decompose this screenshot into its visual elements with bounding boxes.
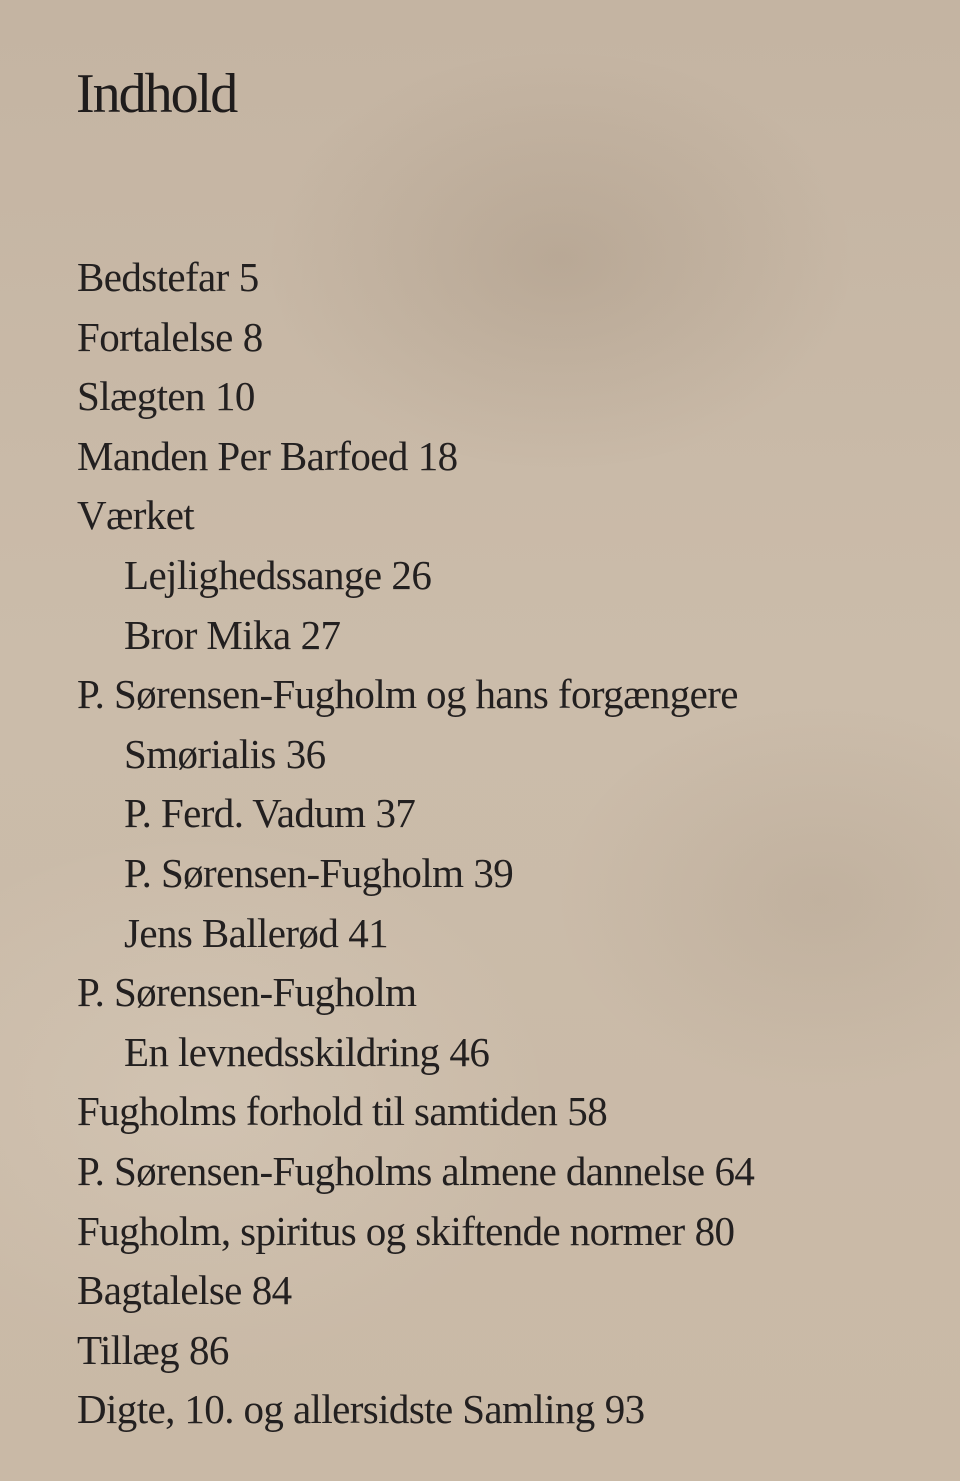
toc-entry (77, 1321, 754, 1381)
toc-entry-title: Bedstefar (77, 254, 229, 300)
toc-entry (77, 963, 754, 1023)
toc-entry (77, 904, 754, 964)
toc-entry (77, 1261, 754, 1321)
toc-entry-title: P. Sørensen-Fugholms almene dannelse (77, 1147, 705, 1194)
toc-entry-page-number: 39 (473, 849, 514, 896)
toc-entry (77, 486, 754, 546)
toc-entry (77, 665, 754, 725)
toc-entry-page-number: 37 (375, 790, 416, 837)
toc-entry (77, 784, 754, 844)
toc-entry-page-number: 8 (242, 313, 263, 360)
toc-entry-title: Bagtalelse (77, 1267, 242, 1314)
toc-entry-title: Tillæg (77, 1326, 180, 1373)
toc-entry (77, 725, 754, 785)
toc-entry-page-number: 58 (567, 1088, 608, 1135)
toc-entry-page-number: 80 (694, 1207, 735, 1254)
toc-entry-page-number: 84 (251, 1267, 292, 1314)
toc-entry (77, 1023, 754, 1083)
toc-entry-page-number: 5 (238, 254, 259, 300)
toc-entry-title: Værket (77, 492, 195, 539)
toc-entry-page-number: 64 (714, 1147, 755, 1194)
toc-entry-page-number: 26 (391, 551, 432, 598)
toc-entry-title: Slægten (77, 373, 205, 420)
toc-entry-title: Fugholm, spiritus og skiftende normer (77, 1207, 685, 1254)
toc-entry-title: Bror Mika (124, 611, 291, 658)
toc-entry (77, 844, 754, 904)
toc-entry (77, 367, 754, 427)
toc-entry-title: Smørialis (124, 730, 276, 777)
toc-entry (77, 1380, 754, 1440)
toc-entry (77, 427, 754, 487)
toc-entry-title: P. Sørensen-Fugholm og hans forgængere (77, 671, 738, 718)
toc-entry (77, 606, 754, 666)
toc-entry-title: Lejlighedssange (124, 551, 382, 598)
toc-entry-page-number: 36 (285, 730, 326, 777)
toc-entry (77, 248, 754, 308)
toc-entry (77, 308, 754, 368)
toc-entry-title: Digte, 10. og allersidste Samling (77, 1386, 595, 1433)
toc-entry-page-number: 41 (348, 909, 389, 956)
toc-entry-page-number: 18 (417, 432, 458, 479)
toc-entry (77, 1202, 754, 1262)
toc-entry (77, 546, 754, 606)
toc-entry (77, 1142, 754, 1202)
toc-entry-page-number: 93 (604, 1386, 645, 1433)
toc-entry-title: P. Ferd. Vadum (124, 790, 366, 837)
table-of-contents (77, 248, 754, 1440)
toc-entry-title: P. Sørensen-Fugholm (124, 849, 464, 896)
toc-entry-title: Fortalelse (77, 313, 233, 360)
toc-entry-page-number: 46 (449, 1028, 490, 1075)
toc-entry (77, 1082, 754, 1142)
toc-entry-title: Fugholms forhold til samtiden (77, 1088, 558, 1135)
page-title: Indhold (76, 63, 237, 125)
toc-entry-page-number: 10 (214, 373, 255, 420)
toc-entry-title: En levnedsskildring (124, 1028, 440, 1075)
toc-entry-page-number: 27 (300, 611, 341, 658)
toc-entry-title: Manden Per Barfoed (77, 432, 408, 479)
toc-entry-title: Jens Ballerød (124, 909, 339, 956)
toc-entry-page-number: 86 (189, 1326, 229, 1373)
toc-entry-title: P. Sørensen-Fugholm (77, 969, 417, 1016)
